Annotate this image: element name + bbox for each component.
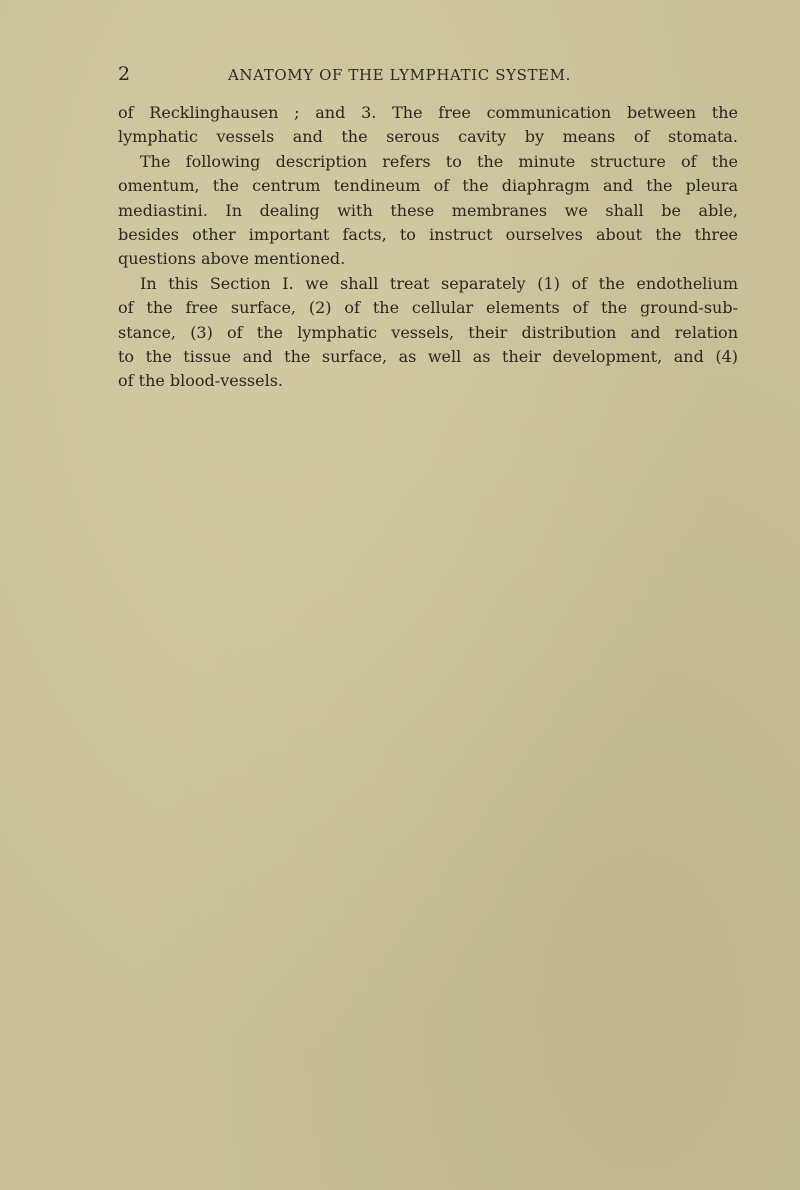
paragraph-end-line: questions above mentioned. bbox=[118, 249, 346, 269]
text-line: to the tissue and the surface, as well as their development, and (4) bbox=[118, 346, 738, 366]
paragraph-start-line: In this Section I. we shall treat separately (1) of the endothelium bbox=[140, 273, 738, 293]
running-head bbox=[118, 62, 738, 86]
text-line: of Recklinghausen ; and 3. The free communication between the bbox=[118, 103, 738, 122]
paragraph-end-line: of the blood-vessels. bbox=[118, 371, 284, 391]
body-text bbox=[118, 101, 738, 394]
text-line: mediastini. In dealing with these membranes we shall be able, bbox=[118, 200, 738, 220]
text-line: besides other important facts, to instruct ourselves about the three bbox=[118, 224, 738, 244]
page-number: 2 bbox=[118, 63, 131, 85]
paragraph-start-line: The following description refers to the minute structure of the bbox=[140, 151, 738, 171]
running-title: ANATOMY OF THE LYMPHATIC SYSTEM. bbox=[228, 66, 571, 84]
text-line: stance, (3) of the lymphatic vessels, their distribution and relation bbox=[118, 322, 738, 342]
text-line: lymphatic vessels and the serous cavity by means of stomata. bbox=[118, 127, 738, 147]
text-line: of the free surface, (2) of the cellular elements of the ground-sub- bbox=[118, 298, 738, 318]
text-line: omentum, the centrum tendineum of the diaphragm and the pleura bbox=[118, 176, 738, 196]
